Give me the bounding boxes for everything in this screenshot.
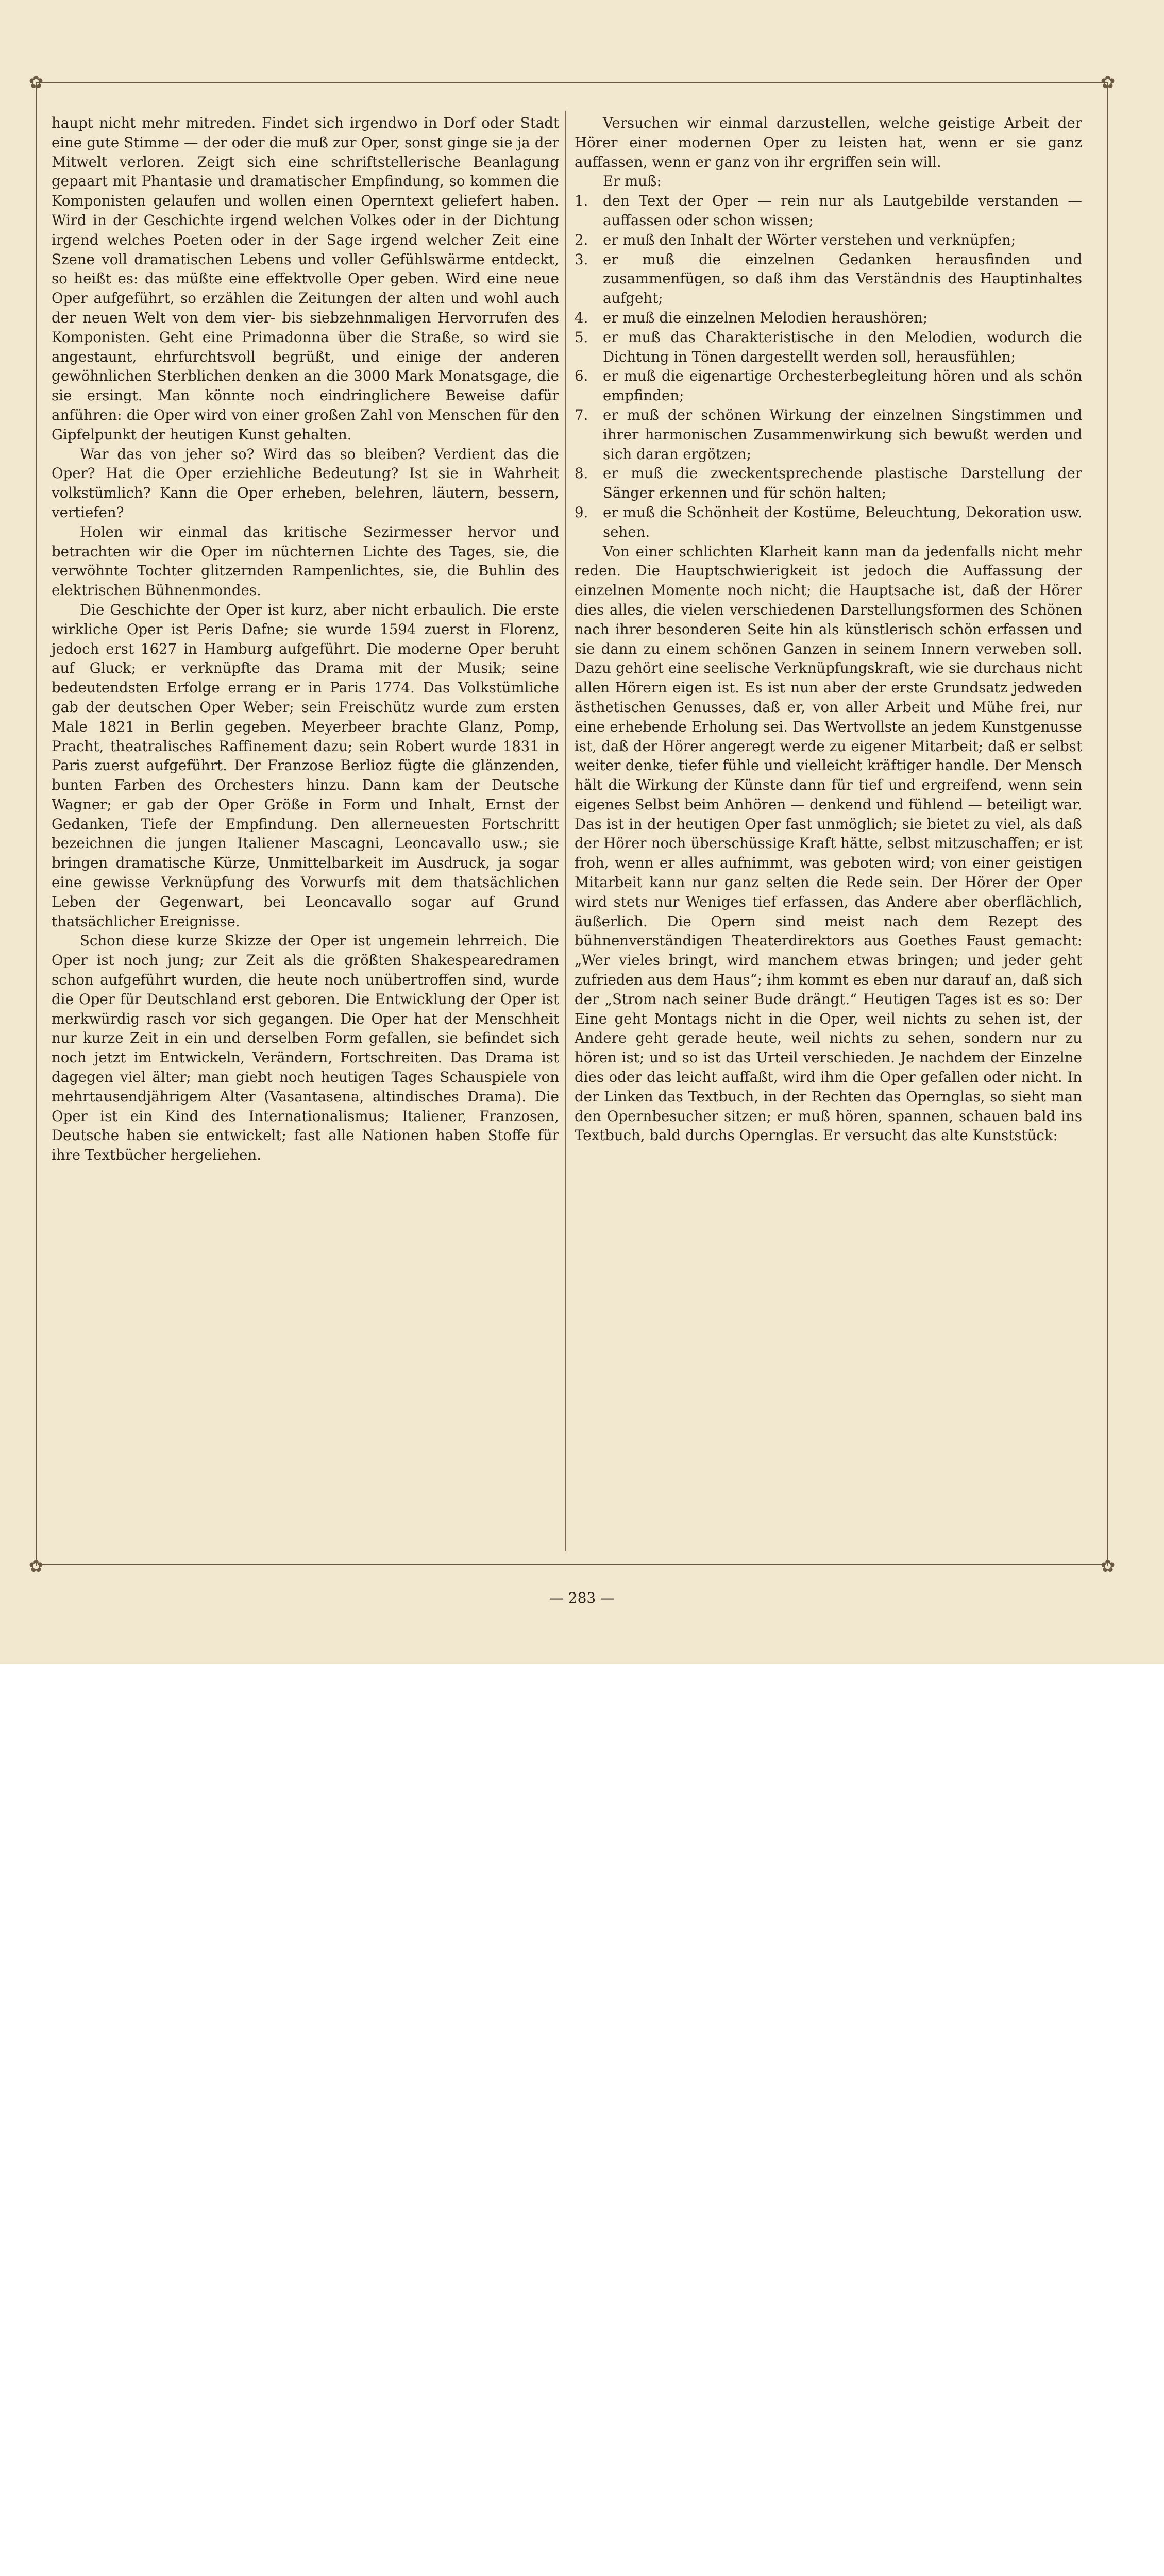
list-item-text: er muß das Charakteristische in den Melodien, wodurch die Dichtung in Tönen dargestellt werden soll, herausfühlen; — [603, 328, 1082, 365]
list-item-text: er muß die einzelnen Melodien heraushören; — [603, 309, 928, 326]
list-item-number: 7. — [575, 406, 588, 423]
list-item — [575, 308, 1082, 328]
paragraph: Schon diese kurze Skizze der Oper ist ungemein lehrreich. Die Oper ist noch jung; zur Zeit als die größten Shakespearedramen schon aufgeführt wurden, die heute noch unübertroffen sind, wurde die Oper für Deutschland erst geboren. Die Entwicklung der Oper ist merkwürdig rasch vor sich gegangen. Die Oper hat der Menschheit nur kurze Zeit in ein und derselben Form gefallen, sie befindet sich noch jetzt im Entwickeln, Verändern, Fortschreiten. Das Drama ist dagegen viel älter; man giebt noch heutigen Tages Schauspiele von mehrtausendjährigem Alter (Vasantasena, altindisches Drama). Die Oper ist ein Kind des Internationalismus; Italiener, Franzosen, Deutsche haben sie entwickelt; fast alle Nationen haben Stoffe für ihre Textbücher hergeliehen. — [52, 932, 559, 1164]
list-item-text: er muß die zweckentsprechende plastische Darstellung der Sänger erkennen und für schön halten; — [603, 465, 1082, 502]
paragraph: Die Geschichte der Oper ist kurz, aber nicht erbaulich. Die erste wirkliche Oper ist Peris Dafne; sie wurde 1594 zuerst in Florenz, jedoch erst 1627 in Hamburg aufgeführt. Die moderne Oper beruht auf Gluck; er verknüpfte das Drama mit der Musik; seine bedeutendsten Erfolge errang er in Paris 1774. Das Volkstümliche gab der deutschen Oper Weber; sein Freischütz wurde zum ersten Male 1821 in Berlin gegeben. Meyerbeer brachte Glanz, Pomp, Pracht, theatralisches Raffinement dazu; sein Robert wurde 1831 in Paris zuerst aufgeführt. Der Franzose Berlioz fügte die glänzenden, bunten Farben des Orchesters hinzu. Dann kam der Deutsche Wagner; er gab der Oper Größe in Form und Inhalt, Ernst der Gedanken, Tiefe der Empfindung. Den allerneuesten Fortschritt bezeichnen die jungen Italiener Mascagni, Leoncavallo usw.; sie bringen dramatische Kürze, Unmittelbarkeit im Ausdruck, ja sogar eine gewisse Verknüpfung des Vorwurfs mit dem thatsächlichen Leben der Gegenwart, bei Leoncavallo sogar auf Grund thatsächlicher Ereignisse. — [52, 601, 559, 930]
list-item-number: 9. — [575, 503, 588, 521]
paragraph: Versuchen wir einmal darzustellen, welche geistige Arbeit der Hörer einer modernen Oper zu leisten hat, wenn er sie ganz auffassen, wenn er ganz von ihr ergriffen sein will. — [575, 114, 1082, 171]
list-item — [575, 191, 1082, 230]
left-column — [52, 113, 559, 1165]
list-item-number: 1. — [575, 192, 588, 210]
paragraph: haupt nicht mehr mitreden. Findet sich irgendwo in Dorf oder Stadt eine gute Stimme — der oder die muß zur Oper, sonst ginge sie ja der Mitwelt verloren. Zeigt sich eine schriftstellerische Beanlagung gepaart mit Phantasie und dramatischer Empfindung, so kommen die Komponisten gelaufen und wollen einen Operntext geliefert haben. Wird in der Geschichte irgend welchen Volkes oder in der Dichtung irgend welches Poeten oder in der Sage irgend welcher Zeit eine Szene voll dramatischen Lebens und voller Gefühlswärme entdeckt, so heißt es: das müßte eine effektvolle Oper geben. Wird eine neue Oper aufgeführt, so erzählen die Zeitungen der alten und wohl auch der neuen Welt von dem vier- bis siebzehnmaligen Hervorrufen des Komponisten. Geht eine Primadonna über die Straße, so wird sie angestaunt, ehrfurchtsvoll begrüßt, und einige der anderen gewöhnlichen Sterblichen denken an die 3000 Mark Monatsgage, die sie ersingt. Man könnte noch eindringlichere Beweise dafür anführen: die Oper wird von einer großen Zahl von Menschen für den Gipfelpunkt der heutigen Kunst gehalten. — [52, 114, 559, 443]
corner-ornament-icon: ✿ — [28, 1556, 44, 1577]
list-item — [575, 503, 1082, 542]
list-item-number: 3. — [575, 250, 588, 268]
corner-ornament-icon: ✿ — [28, 72, 44, 93]
page-number: — 283 — — [549, 1589, 615, 1606]
list-item-text: er muß der schönen Wirkung der einzelnen Singstimmen und ihrer harmonischen Zusammenwirkung sich bewußt werden und sich daran ergötzen; — [603, 406, 1082, 463]
list-item — [575, 250, 1082, 308]
footer — [0, 1664, 1164, 1765]
paragraph: Holen wir einmal das kritische Sezirmesser hervor und betrachten wir die Oper im nüchternen Lichte des Tages, sie, die verwöhnte Tochter glitzernden Rampenlichtes, sie, die Buhlin des elektrischen Bühnenmondes. — [52, 523, 559, 599]
list-item — [575, 366, 1082, 405]
paragraph: War das von jeher so? Wird das so bleiben? Verdient das die Oper? Hat die Oper erziehliche Bedeutung? Ist sie in Wahrheit volkstümlich? Kann die Oper erheben, belehren, läutern, bessern, vertiefen? — [52, 445, 559, 521]
list-item-text: er muß die Schönheit der Kostüme, Beleuchtung, Dekoration usw. sehen. — [603, 503, 1082, 540]
list-item-text: den Text der Oper — rein nur als Lautgebilde verstanden — auffassen oder schon wissen; — [603, 192, 1082, 229]
list-item-number: 8. — [575, 465, 588, 482]
corner-ornament-icon: ✿ — [1100, 72, 1116, 93]
right-column — [575, 113, 1082, 1145]
list-item — [575, 405, 1082, 464]
list-item-text: er muß die eigenartige Orchesterbegleitung hören und als schön empfinden; — [603, 367, 1082, 404]
paragraph: Er muß: — [603, 173, 662, 190]
list-item — [575, 464, 1082, 503]
list-item-number: 2. — [575, 231, 588, 248]
list-item-text: er muß die einzelnen Gedanken herausfinden und zusammenfügen, so daß ihm das Verständnis des Hauptinhaltes aufgeht; — [603, 250, 1082, 307]
column-divider — [565, 111, 566, 1551]
list-item — [575, 230, 1082, 250]
list-item-number: 5. — [575, 328, 588, 346]
paragraph: Von einer schlichten Klarheit kann man da jedenfalls nicht mehr reden. Die Hauptschwierigkeit ist jedoch die Auffassung der einzelnen Momente noch nicht; die Hauptsache ist, daß der Hörer dies alles, die vielen verschiedenen Darstellungsformen des Schönen nach ihrer besonderen Seite hin als künstlerisch schön erfassen und sie dann zu einem schönen Ganzen in seinem Innern verweben soll. Dazu gehört eine seelische Verknüpfungskraft, wie sie durchaus nicht allen Hörern eigen ist. Es ist nun aber der erste Grundsatz jedweden ästhetischen Genusses, daß er, von aller Arbeit und Mühe frei, nur eine erhebende Erholung sei. Das Wertvollste an jedem Kunstgenusse ist, daß der Hörer angeregt werde zu eigener Mitarbeit; daß er selbst weiter denke, tiefer fühle und vielleicht kräftiger handle. Der Mensch hält die Wirkung der Künste dann für tief und ergreifend, wenn sein eigenes Selbst beim Anhören — denkend und fühlend — beteiligt war. Das ist in der heutigen Oper fast unmöglich; sie bietet zu viel, als daß der Hörer noch überschüssige Kraft hätte, selbst mitzuschaffen; er ist froh, wenn er alles aufnimmt, was geboten wird; von einer geistigen Mitarbeit kann nur ganz selten die Rede sein. Der Hörer der Oper wird stets nur Weniges tief erfassen, das Andere aber oberflächlich, äußerlich. Die Opern sind meist nach dem Rezept des bühnenverständigen Theaterdirektors aus Goethes Faust gemacht: „Wer vieles bringt, wird manchem etwas bringen; und jeder geht zufrieden aus dem Haus“; ihm kommt es eben nur darauf an, daß sich der „Strom nach seiner Bude drängt.“ Heutigen Tages ist es so: Der Eine geht Montags nicht in die Oper, weil nichts zu sehen ist, der Andere geht gerade heute, weil nichts zu sehen, sondern nur zu hören ist; und so ist das Urteil verschieden. Je nachdem der Einzelne dies oder das leicht auffaßt, wird ihm die Oper gefallen oder nicht. In der Linken das Textbuch, in der Rechten das Opernglas, so sieht man den Opernbesucher sitzen; er muß hören, spannen, schauen bald ins Textbuch, bald durchs Opernglas. Er versucht das alte Kunststück: — [575, 543, 1082, 1144]
list-item-text: er muß den Inhalt der Wörter verstehen und verknüpfen; — [603, 231, 1016, 248]
corner-ornament-icon: ✿ — [1100, 1556, 1116, 1577]
list-item-number: 6. — [575, 367, 588, 385]
list-item — [575, 328, 1082, 367]
list-item-number: 4. — [575, 309, 588, 326]
